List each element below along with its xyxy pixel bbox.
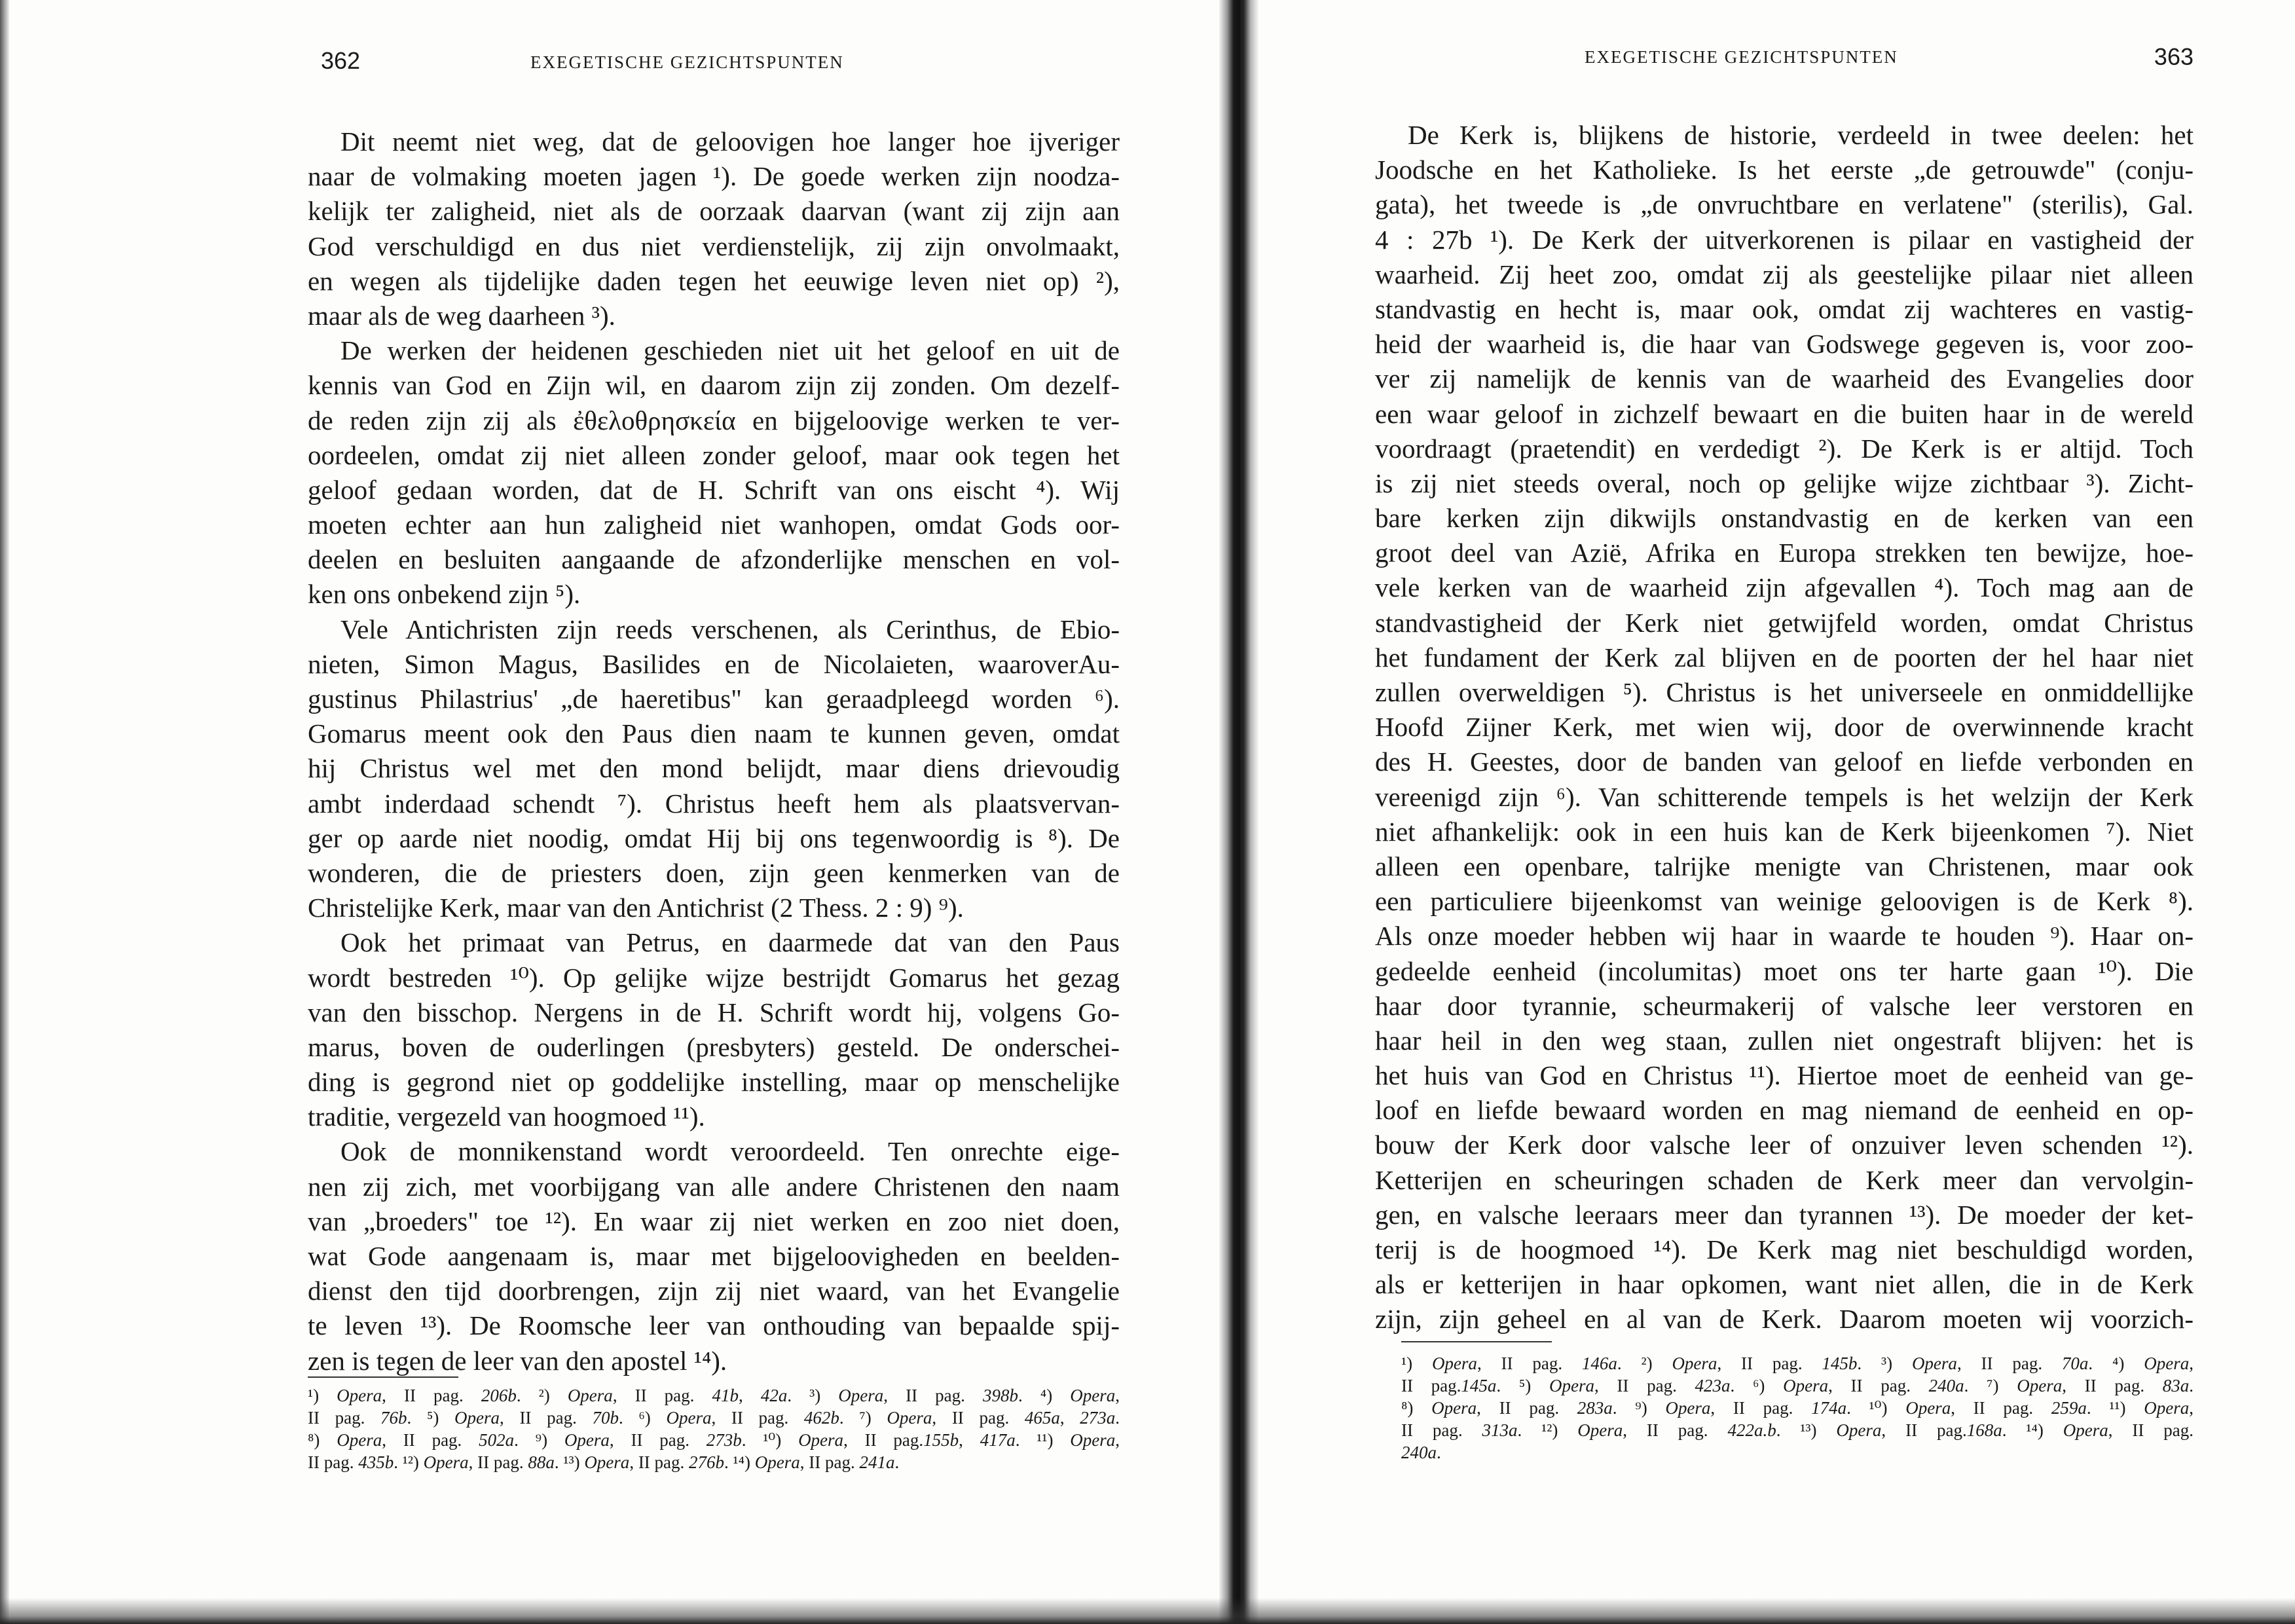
text-line: deelen en besluiten aangaande de afzonderlijke menschen en vol- [308, 544, 1120, 575]
footnote-line: II pag. 435b. ¹²) Opera, II pag. 88a. ¹³) Opera, II pag. 276b. ¹⁴) Opera, II pag. 241a. [308, 1452, 900, 1472]
text-line: Ook de monnikenstand wordt veroordeeld. Ten onrechte eige- [340, 1136, 1120, 1167]
text-line: vele kerken van de waarheid zijn afgevallen ⁴). Toch mag aan de [1375, 572, 2194, 603]
footnote-line: ⁸) Opera, II pag. 502a. ⁹) Opera, II pag. 273b. ¹⁰) Opera, II pag.155b, 417a. ¹¹) Opera, [308, 1430, 1120, 1450]
footnotes [308, 1384, 1120, 1473]
text-line: naar de volmaking moeten jagen ¹). De goede werken zijn noodza- [308, 161, 1120, 192]
text-line: gata), het tweede is „de onvruchtbare en verlatene" (sterilis), Gal. [1375, 189, 2194, 220]
footnote-line: II pag.145a. ⁵) Opera, II pag. 423a. ⁶) Opera, II pag. 240a. ⁷) Opera, II pag. 83a. [1401, 1376, 2194, 1395]
text-line: gen, en valsche leeraars meer dan tyrannen ¹³). De moeder der ket- [1375, 1199, 2194, 1230]
book-gutter [1219, 0, 1258, 1624]
text-line: maar als de weg daarheen ³). [308, 300, 615, 331]
left-page [308, 0, 1120, 1598]
page-number: 363 [2154, 43, 2194, 70]
text-line: te leven ¹³). De Roomsche leer van onthouding van bepaalde spij- [308, 1310, 1120, 1341]
text-line: gustinus Philastrius' „de haeretibus" kan geraadpleegd worden ⁶). [308, 684, 1120, 714]
text-line: des H. Geestes, door de banden van geloof en liefde verbonden en [1375, 747, 2194, 777]
text-line: Als onze moeder hebben wij haar in waarde te houden ⁹). Haar on- [1375, 921, 2194, 951]
text-line: loof en liefde bewaard worden en mag niemand de eenheid en op- [1375, 1095, 2194, 1126]
text-line: Christelijke Kerk, maar van den Antichrist (2 Thess. 2 : 9) ⁹). [308, 893, 964, 923]
text-line: dienst den tijd doorbrengen, zijn zij niet waard, van het Evangelie [308, 1276, 1120, 1306]
footnote-line: ⁸) Opera, II pag. 283a. ⁹) Opera, II pag. 174a. ¹⁰) Opera, II pag. 259a. ¹¹) Opera, [1401, 1398, 2194, 1418]
text-line: marus, boven de ouderlingen (presbyters) gesteld. De onderschei- [308, 1031, 1120, 1062]
text-line: het fundament der Kerk zal blijven en de poorten der hel haar niet [1375, 642, 2194, 673]
text-line: wordt bestreden ¹⁰). Op gelijke wijze bestrijdt Gomarus het gezag [308, 962, 1120, 993]
text-line: alleen een openbare, talrijke menigte van Christenen, maar ook [1375, 851, 2194, 881]
text-line: Joodsche en het Katholieke. Is het eerste „de getrouwde" (conju- [1375, 155, 2194, 185]
running-head [308, 47, 1120, 90]
text-line: haar door tyrannie, scheurmakerij of valsche leer verstoren en [1375, 990, 2194, 1021]
text-line: De Kerk is, blijkens de historie, verdeeld in twee deelen: het [1408, 120, 2194, 150]
text-line: zen is tegen de leer van den apostel ¹⁴). [308, 1345, 727, 1376]
text-line: ver zij namelijk de kennis van de waarheid des Evangelies door [1375, 363, 2194, 394]
footnote-line: 240a. [1401, 1443, 1441, 1462]
text-line: heid der waarheid is, die haar van Godswege gegeven is, voor zoo- [1375, 329, 2194, 360]
text-line: is zij niet steeds overal, noch op gelijke wijze zichtbaar ³). Zicht- [1375, 468, 2194, 498]
running-head [1375, 43, 2194, 90]
body-text [308, 124, 1120, 1378]
text-line: niet afhankelijk: ook in een huis kan de Kerk bijeenkomen ⁷). Niet [1375, 816, 2194, 847]
text-line: God verschuldigd en dus niet verdienstelijk, zij zijn onvolmaakt, [308, 231, 1120, 261]
text-line: Vele Antichristen zijn reeds verschenen, als Cerinthus, de Ebio- [340, 614, 1120, 644]
text-line: en wegen als tijdelijke daden tegen het eeuwige leven niet op) ²), [308, 265, 1120, 296]
body-text [1375, 118, 2194, 1337]
text-line: zijn, zijn geheel en al van de Kerk. Daarom moeten wij voorzich- [1375, 1304, 2194, 1335]
text-line: hij Christus wel met den mond belijdt, maar diens drievoudig [308, 753, 1120, 784]
page-edge-shadow [0, 0, 9, 1624]
text-line: bare kerken zijn dikwijls onstandvastig en de kerken van een [1375, 503, 2194, 534]
text-line: ding is gegrond niet op goddelijke instelling, maar op menschelijke [308, 1067, 1120, 1098]
footnote-rule [1401, 1341, 1552, 1342]
text-line: nen zij zich, met voorbijgang van alle andere Christenen den naam [308, 1171, 1120, 1202]
text-line: gedeelde eenheid (incolumitas) moet ons ter harte gaan ¹⁰). Die [1375, 955, 2194, 986]
text-line: geloof gedaan worden, dat de H. Schrift van ons eischt ⁴). Wij [308, 474, 1120, 505]
text-line: ambt inderdaad schendt ⁷). Christus heeft hem als plaatsvervan- [308, 788, 1120, 819]
text-line: ger op aarde niet noodig, omdat Hij bij ons tegenwoordig is ⁸). De [308, 822, 1120, 853]
text-line: als er ketterijen in haar opkomen, want niet allen, die in de Kerk [1375, 1269, 2194, 1300]
text-line: nieten, Simon Magus, Basilides en de Nicolaieten, waaroverAu- [308, 648, 1120, 679]
text-line: wonderen, die de priesters doen, zijn geen kenmerken van de [308, 857, 1120, 888]
text-line: standvastig en hecht is, maar ook, omdat zij wachteres en vastig- [1375, 293, 2194, 324]
text-line: Ketterijen en scheuringen schaden de Kerk meer dan vervolgin- [1375, 1164, 2194, 1195]
text-line: Ook het primaat van Petrus, en daarmede dat van den Paus [340, 927, 1120, 958]
text-line: kennis van God en Zijn wil, en daarom zijn zij zonden. Om dezelf- [308, 370, 1120, 401]
text-line: ken ons onbekend zijn ⁵). [308, 579, 581, 610]
text-line: van den bisschop. Nergens in de H. Schrift wordt hij, volgens Go- [308, 997, 1120, 1027]
scan-bottom-shadow [0, 1598, 2295, 1624]
page-number: 362 [321, 47, 361, 74]
footnote-line: II pag. 313a. ¹²) Opera, II pag. 422a.b. ¹³) Opera, II pag.168a. ¹⁴) Opera, II pag. [1401, 1420, 2194, 1440]
right-page [1375, 0, 2194, 1598]
running-title: EXEGETISCHE GEZICHTSPUNTEN [1585, 47, 1898, 67]
text-line: het huis van God en Christus ¹¹). Hiertoe moet de eenheid van ge- [1375, 1060, 2194, 1091]
text-line: Hoofd Zijner Kerk, met wien wij, door de overwinnende kracht [1375, 712, 2194, 743]
text-line: haar heil in den weg staan, zullen niet ongestraft blijven: het is [1375, 1025, 2194, 1056]
footnotes [1401, 1352, 2194, 1464]
text-line: standvastigheid der Kerk niet getwijfeld worden, omdat Christus [1375, 607, 2194, 638]
text-line: zullen overweldigen ⁵). Christus is het universeele en onmiddellijke [1375, 677, 2194, 707]
text-line: een waar geloof in zichzelf bewaart en die buiten haar in de wereld [1375, 398, 2194, 429]
text-line: waarheid. Zij heet zoo, omdat zij als geestelijke pilaar niet alleen [1375, 259, 2194, 289]
text-line: van „broeders" toe ¹²). En waar zij niet werken en zoo niet doen, [308, 1206, 1120, 1236]
text-line: voordraagt (praetendit) en verdedigt ²). De Kerk is er altijd. Toch [1375, 433, 2194, 464]
text-line: de reden zijn zij als ἐθελοθρησκεία en bijgeloovige werken te ver- [308, 405, 1120, 435]
running-title: EXEGETISCHE GEZICHTSPUNTEN [530, 52, 844, 72]
text-line: De werken der heidenen geschieden niet uit het geloof en uit de [340, 335, 1120, 366]
text-line: kelijk ter zaligheid, niet als de oorzaak daarvan (want zij zijn aan [308, 196, 1120, 227]
text-line: 4 : 27b ¹). De Kerk der uitverkorenen is pilaar en vastigheid der [1375, 224, 2194, 255]
text-line: terij is de hoogmoed ¹⁴). De Kerk mag niet beschuldigd worden, [1375, 1234, 2194, 1264]
text-line: moeten echter aan hun zaligheid niet wanhopen, omdat Gods oor- [308, 509, 1120, 540]
text-line: traditie, vergezeld van hoogmoed ¹¹). [308, 1101, 705, 1132]
text-line: bouw der Kerk door valsche leer of onzuiver leven schenden ¹²). [1375, 1130, 2194, 1160]
footnote-line: ¹) Opera, II pag. 146a. ²) Opera, II pag. 145b. ³) Opera, II pag. 70a. ⁴) Opera, [1401, 1354, 2194, 1373]
text-line: Dit neemt niet weg, dat de geloovigen hoe langer hoe ijveriger [340, 126, 1120, 157]
footnote-rule [308, 1376, 458, 1378]
text-line: wat Gode aangenaam is, maar met bijgeloovigheden en beelden- [308, 1241, 1120, 1271]
text-line: Gomarus meent ook den Paus dien naam te kunnen geven, omdat [308, 718, 1120, 749]
text-line: groot deel van Azië, Afrika en Europa strekken ten bewijze, hoe- [1375, 538, 2194, 568]
text-line: vereenigd zijn ⁶). Van schitterende tempels is het welzijn der Kerk [1375, 781, 2194, 812]
text-line: een particuliere bijeenkomst van weinige geloovigen is de Kerk ⁸). [1375, 886, 2194, 917]
footnote-line: II pag. 76b. ⁵) Opera, II pag. 70b. ⁶) Opera, II pag. 462b. ⁷) Opera, II pag. 465a, 273a. [308, 1408, 1120, 1428]
footnote-line: ¹) Opera, II pag. 206b. ²) Opera, II pag. 41b, 42a. ³) Opera, II pag. 398b. ⁴) Opera, [308, 1386, 1120, 1405]
text-line: oordeelen, omdat zij niet alleen zonder geloof, maar ook tegen het [308, 439, 1120, 470]
